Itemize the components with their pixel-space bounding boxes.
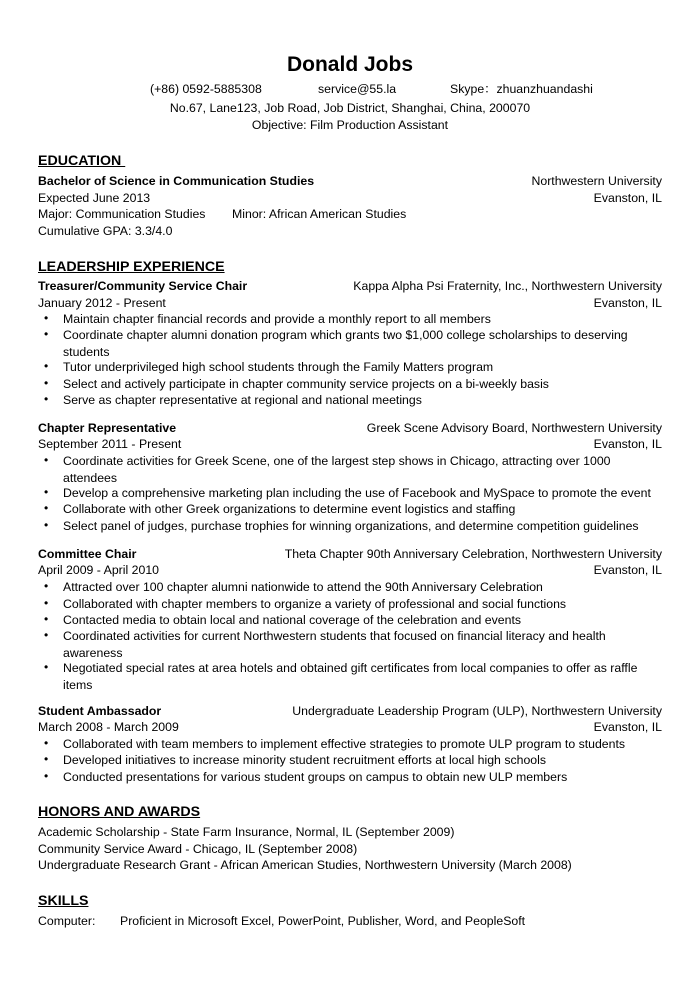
bullet-icon: • (44, 485, 49, 499)
bullet-icon: • (44, 327, 49, 341)
role-title: Committee Chair (38, 547, 137, 561)
skills-label: Computer: (38, 914, 96, 928)
postal-address: No.67, Lane123, Job Road, Job District, Shanghai, China, 200070 (169, 101, 531, 115)
role-bullet: Tutor underprivileged high school students through the Family Matters program (63, 360, 494, 374)
bullet-icon: • (44, 736, 49, 750)
school: Northwestern University (531, 174, 662, 188)
honor-item: Undergraduate Research Grant - African American Studies, Northwestern University (March 2008) (38, 858, 572, 872)
role-bullet: Maintain chapter financial records and provide a monthly report to all members (63, 312, 491, 326)
skills-heading: SKILLS (38, 893, 89, 909)
role-title: Treasurer/Community Service Chair (38, 279, 248, 293)
role-organization: Greek Scene Advisory Board, Northwestern University (366, 421, 662, 435)
bullet-icon: • (44, 660, 49, 674)
gpa: Cumulative GPA: 3.3/4.0 (38, 224, 173, 238)
honors-heading: HONORS AND AWARDS (38, 804, 201, 820)
bullet-icon: • (44, 518, 49, 532)
role-organization: Kappa Alpha Psi Fraternity, Inc., Northwestern University (353, 279, 662, 293)
bullet-icon: • (44, 628, 49, 642)
role-bullet: Develop a comprehensive marketing plan including the use of Facebook and MySpace to promote the event (63, 486, 651, 500)
role-dates: April 2009 - April 2010 (38, 563, 159, 577)
role-title: Student Ambassador (38, 704, 162, 718)
role-title: Chapter Representative (38, 421, 177, 435)
honor-item: Community Service Award - Chicago, IL (September 2008) (38, 842, 358, 856)
phone-number: (+86) 0592-5885308 (150, 82, 262, 96)
bullet-icon: • (44, 596, 49, 610)
role-bullet: Conducted presentations for various student groups on campus to obtain new ULP members (63, 770, 568, 784)
role-bullet: Negotiated special rates at area hotels and obtained gift certificates from local companies to offer as raffle items (63, 661, 638, 692)
objective: Objective: Film Production Assistant (251, 118, 449, 132)
bullet-icon: • (44, 612, 49, 626)
role-bullet: Developed initiatives to increase minority student recruitment efforts at local high schools (63, 753, 547, 767)
role-bullet: Select panel of judges, purchase trophies for winning organizations, and determine competition guidelines (63, 519, 639, 533)
bullet-icon: • (44, 376, 49, 390)
role-bullet: Coordinate activities for Greek Scene, one of the largest step shows in Chicago, attracting over 1000 attendees (63, 454, 611, 485)
education-heading: EDUCATION (38, 153, 126, 169)
minor: Minor: African American Studies (232, 207, 407, 221)
education-location: Evanston, IL (593, 191, 662, 205)
bullet-icon: • (44, 359, 49, 373)
role-bullet: Collaborated with chapter members to organize a variety of professional and social functions (63, 597, 567, 611)
leadership-heading: LEADERSHIP EXPERIENCE (38, 259, 225, 275)
role-bullet: Serve as chapter representative at regional and national meetings (63, 393, 422, 407)
role-bullet: Select and actively participate in chapter community service projects on a bi-weekly basis (63, 377, 549, 391)
role-location: Evanston, IL (593, 563, 662, 577)
role-bullet: Attracted over 100 chapter alumni nationwide to attend the 90th Anniversary Celebration (63, 580, 543, 594)
role-dates: March 2008 - March 2009 (38, 720, 179, 734)
role-location: Evanston, IL (593, 437, 662, 451)
honor-item: Academic Scholarship - State Farm Insurance, Normal, IL (September 2009) (38, 825, 455, 839)
skype-id: Skype：zhuanzhuandashi (450, 82, 593, 96)
role-organization: Undergraduate Leadership Program (ULP), Northwestern University (292, 704, 662, 718)
role-dates: January 2012 - Present (38, 296, 166, 310)
role-bullet: Contacted media to obtain local and national coverage of the celebration and events (63, 613, 522, 627)
role-bullet: Coordinate chapter alumni donation program which grants two $1,000 college scholarships to deserving students (63, 328, 628, 359)
role-dates: September 2011 - Present (38, 437, 182, 451)
expected-graduation: Expected June 2013 (38, 191, 151, 205)
bullet-icon: • (44, 453, 49, 467)
role-bullet: Coordinated activities for current Northwestern students that focused on financial literacy and health awareness (63, 629, 606, 660)
bullet-icon: • (44, 501, 49, 515)
bullet-icon: • (44, 752, 49, 766)
role-organization: Theta Chapter 90th Anniversary Celebration, Northwestern University (284, 547, 662, 561)
degree: Bachelor of Science in Communication Studies (38, 174, 315, 188)
role-bullet: Collaborated with team members to implement effective strategies to promote ULP program to students (63, 737, 626, 751)
email-address: service@55.la (318, 82, 397, 96)
bullet-icon: • (44, 392, 49, 406)
major: Major: Communication Studies (38, 207, 206, 221)
role-location: Evanston, IL (593, 720, 662, 734)
skills-value: Proficient in Microsoft Excel, PowerPoint, Publisher, Word, and PeopleSoft (120, 914, 526, 928)
bullet-icon: • (44, 311, 49, 325)
candidate-name: Donald Jobs (286, 53, 413, 76)
role-bullet: Collaborate with other Greek organizations to determine event logistics and staffing (63, 502, 516, 516)
role-location: Evanston, IL (593, 296, 662, 310)
bullet-icon: • (44, 769, 49, 783)
bullet-icon: • (44, 579, 49, 593)
